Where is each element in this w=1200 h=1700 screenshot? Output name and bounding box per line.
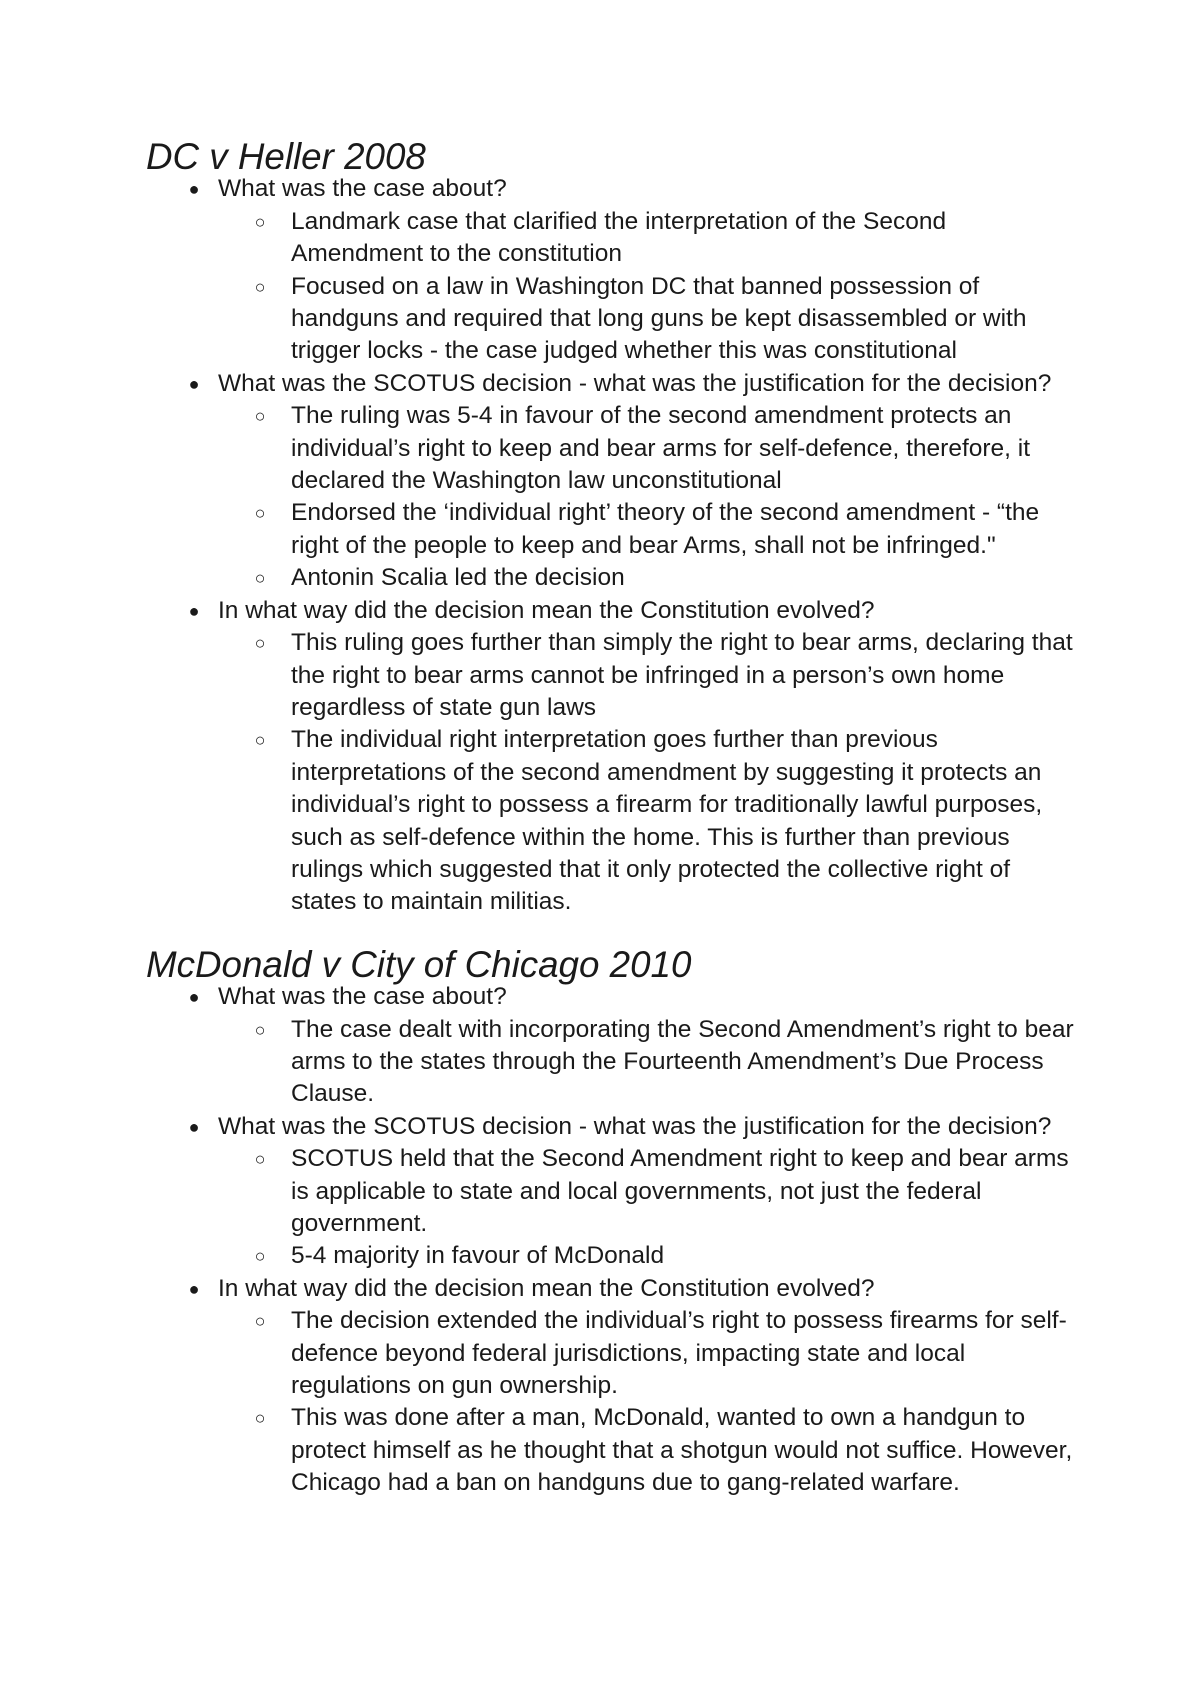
- answer-list: [218, 627, 1076, 919]
- answer-text: 5-4 majority in favour of McDonald: [291, 1242, 665, 1270]
- case-section-mcdonald: [146, 943, 1076, 1500]
- answer-list: [218, 400, 1076, 594]
- filled-bullet-icon: ●: [188, 600, 200, 621]
- hollow-bullet-icon: ○: [254, 568, 266, 589]
- answer-text: Antonin Scalia led the decision: [291, 564, 625, 592]
- answer-text: The decision extended the individual’s right to possess firearms for self-defence beyond federal jurisdictions, impacting state and local regulations on gun ownership.: [291, 1307, 1067, 1400]
- answer-item: [218, 497, 1076, 562]
- hollow-bullet-icon: ○: [254, 1408, 266, 1429]
- hollow-bullet-icon: ○: [254, 1149, 266, 1170]
- hollow-bullet-icon: ○: [254, 730, 266, 751]
- hollow-bullet-icon: ○: [254, 633, 266, 654]
- question-item: [146, 981, 1076, 1111]
- answer-list: [218, 1014, 1076, 1111]
- hollow-bullet-icon: ○: [254, 1019, 266, 1040]
- answer-text: The individual right interpretation goes further than previous interpretations of the second amendment by suggesting it protects an individual’s right to possess a firearm for traditionally lawful purposes, such as self-defence within the home. This is further than previous rulings which suggested that it only protected the collective right of states to maintain militias.: [291, 726, 1043, 916]
- question-text: What was the case about?: [218, 983, 507, 1011]
- answer-item: [218, 724, 1076, 918]
- case-section-heller: [146, 136, 1076, 919]
- answer-text: This was done after a man, McDonald, wanted to own a handgun to protect himself as he thought that a shotgun would not suffice. However, Chicago had a ban on handguns due to gang-related warfare.: [291, 1404, 1073, 1497]
- answer-item: [218, 1402, 1076, 1499]
- question-item: [146, 1111, 1076, 1273]
- answer-item: [218, 1240, 1076, 1272]
- question-text: What was the case about?: [218, 175, 507, 203]
- question-list: [146, 981, 1076, 1500]
- answer-text: This ruling goes further than simply the right to bear arms, declaring that the right to bear arms cannot be infringed in a person’s own home regardless of state gun laws: [291, 629, 1073, 721]
- answer-item: [218, 1014, 1076, 1111]
- case-title: McDonald v City of Chicago 2010: [146, 943, 692, 985]
- answer-item: [218, 1143, 1076, 1240]
- answer-text: Landmark case that clarified the interpretation of the Second Amendment to the constitution: [291, 207, 947, 268]
- answer-text: Focused on a law in Washington DC that banned possession of handguns and required that long guns be kept disassembled or with trigger locks - the case judged whether this was constitutional: [291, 272, 1027, 365]
- question-item: [146, 368, 1076, 595]
- answer-item: [218, 1305, 1076, 1402]
- answer-text: Endorsed the ‘individual right’ theory of the second amendment - “the right of the people to keep and bear Arms, shall not be infringed.": [291, 499, 1040, 559]
- answer-text: The case dealt with incorporating the Second Amendment’s right to bear arms to the states through the Fourteenth Amendment’s Due Process Clause.: [291, 1015, 1074, 1108]
- filled-bullet-icon: ●: [188, 987, 200, 1008]
- question-item: [146, 595, 1076, 919]
- answer-item: [218, 400, 1076, 497]
- question-item: [146, 1273, 1076, 1500]
- filled-bullet-icon: ●: [188, 1116, 200, 1137]
- hollow-bullet-icon: ○: [254, 211, 266, 232]
- hollow-bullet-icon: ○: [254, 1311, 266, 1332]
- answer-text: SCOTUS held that the Second Amendment right to keep and bear arms is applicable to state and local governments, not just the federal government.: [291, 1145, 1069, 1237]
- answer-list: [218, 1305, 1076, 1499]
- question-list: [146, 173, 1076, 918]
- answer-list: [218, 1143, 1076, 1273]
- question-text: In what way did the decision mean the Constitution evolved?: [218, 596, 875, 624]
- question-text: In what way did the decision mean the Constitution evolved?: [218, 1274, 875, 1302]
- question-text: What was the SCOTUS decision - what was the justification for the decision?: [218, 369, 1052, 397]
- case-title: DC v Heller 2008: [146, 136, 426, 177]
- filled-bullet-icon: ●: [188, 179, 200, 200]
- answer-item: [218, 206, 1076, 271]
- hollow-bullet-icon: ○: [254, 276, 266, 297]
- answer-item: [218, 562, 1076, 594]
- hollow-bullet-icon: ○: [254, 406, 266, 427]
- document-page: [146, 136, 1076, 1500]
- filled-bullet-icon: ●: [188, 1278, 200, 1299]
- filled-bullet-icon: ●: [188, 373, 200, 394]
- question-text: What was the SCOTUS decision - what was the justification for the decision?: [218, 1112, 1052, 1140]
- answer-item: [218, 627, 1076, 724]
- hollow-bullet-icon: ○: [254, 1246, 266, 1267]
- answer-text: The ruling was 5-4 in favour of the second amendment protects an individual’s right to keep and bear arms for self-defence, therefore, it declared the Washington law unconstitutional: [291, 402, 1031, 495]
- answer-list: [218, 206, 1076, 368]
- question-item: [146, 173, 1076, 367]
- answer-item: [218, 271, 1076, 368]
- hollow-bullet-icon: ○: [254, 503, 266, 524]
